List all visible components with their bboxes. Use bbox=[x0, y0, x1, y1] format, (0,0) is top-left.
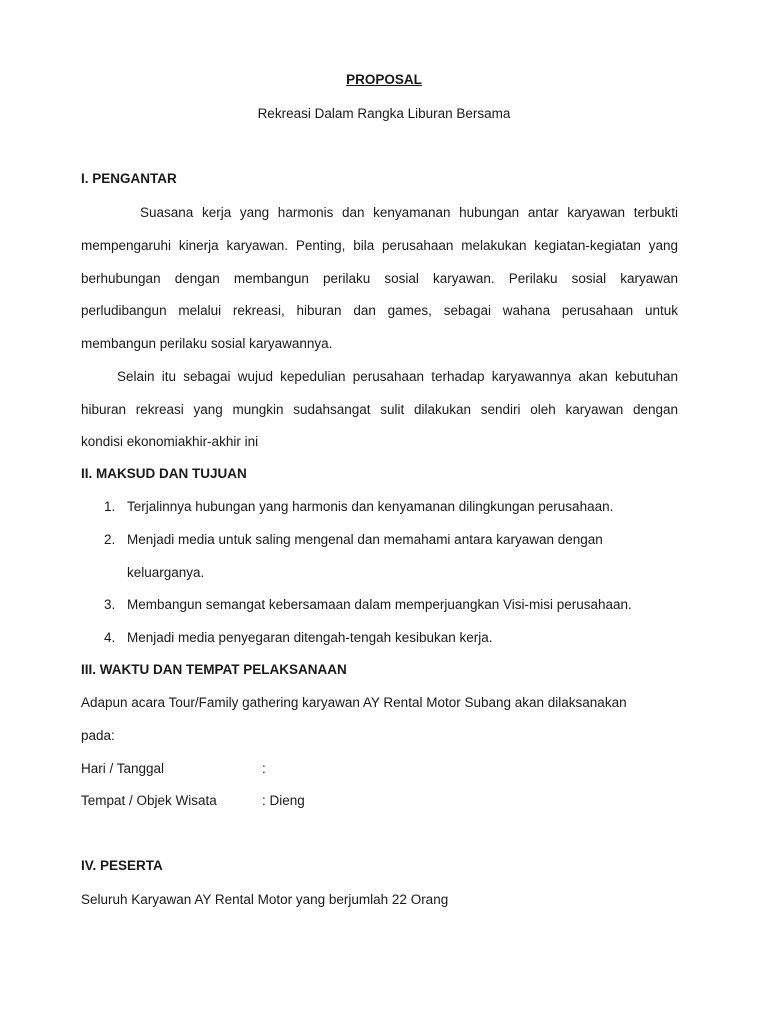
paragraph-line: berhubungan dengan membangun perilaku sosial karyawan. Perilaku sosial karyawan bbox=[81, 271, 678, 286]
document-subtitle: Rekreasi Dalam Rangka Liburan Bersama bbox=[257, 106, 511, 121]
paragraph-line: hiburan rekreasi yang mungkin sudahsangat sulit dilakukan sendiri oleh karyawan dengan bbox=[81, 402, 678, 417]
paragraph-line: perludibangun melalui rekreasi, hiburan dan games, sebagai wahana perusahaan untuk bbox=[81, 303, 678, 318]
list-number: 3. bbox=[104, 597, 116, 612]
section-heading-pengantar: I. PENGANTAR bbox=[81, 171, 177, 186]
field-value-hari-tanggal: : bbox=[262, 761, 266, 776]
paragraph-line: kondisi ekonomiakhir-akhir ini bbox=[81, 434, 259, 449]
paragraph-line: Suasana kerja yang harmonis dan kenyamanan hubungan antar karyawan terbukti bbox=[140, 205, 678, 220]
paragraph-line: mempengaruhi kinerja karyawan. Penting, bila perusahaan melakukan kegiatan-kegiatan yang bbox=[81, 238, 678, 253]
list-text: Menjadi media untuk saling mengenal dan memahami antara karyawan dengan bbox=[127, 532, 603, 547]
list-number: 4. bbox=[104, 630, 116, 645]
field-label-tempat: Tempat / Objek Wisata bbox=[81, 793, 217, 808]
field-label-hari-tanggal: Hari / Tanggal bbox=[81, 761, 165, 776]
list-text: Membangun semangat kebersamaan dalam memperjuangkan Visi-misi perusahaan. bbox=[127, 597, 632, 612]
paragraph-line: Seluruh Karyawan AY Rental Motor yang berjumlah 22 Orang bbox=[81, 892, 449, 907]
list-text: Menjadi media penyegaran ditengah-tengah kesibukan kerja. bbox=[127, 630, 493, 645]
section-heading-peserta: IV. PESERTA bbox=[81, 858, 163, 873]
paragraph-line: Selain itu sebagai wujud kepedulian perusahaan terhadap karyawannya akan kebutuhan bbox=[117, 369, 678, 384]
document-title: PROPOSAL bbox=[346, 72, 422, 87]
paragraph-line: membangun perilaku sosial karyawannya. bbox=[81, 336, 333, 351]
list-text: keluarganya. bbox=[127, 565, 205, 580]
paragraph-line: Adapun acara Tour/Family gathering karyawan AY Rental Motor Subang akan dilaksanakan bbox=[81, 695, 627, 710]
section-heading-waktu-tempat: III. WAKTU DAN TEMPAT PELAKSANAAN bbox=[81, 662, 347, 677]
list-number: 2. bbox=[104, 532, 116, 547]
list-text: Terjalinnya hubungan yang harmonis dan kenyamanan dilingkungan perusahaan. bbox=[127, 499, 614, 514]
paragraph-line: pada: bbox=[81, 728, 115, 743]
section-heading-maksud-tujuan: II. MAKSUD DAN TUJUAN bbox=[81, 466, 247, 481]
list-number: 1. bbox=[104, 499, 116, 514]
field-value-tempat: : Dieng bbox=[262, 793, 305, 808]
